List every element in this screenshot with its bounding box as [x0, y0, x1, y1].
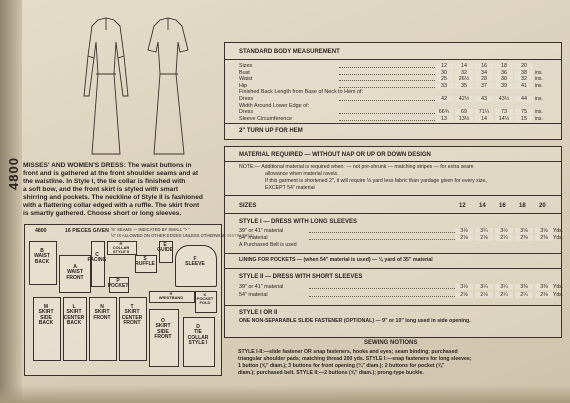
row-value: 2⅛	[475, 235, 493, 241]
dress-back-illustration	[62, 4, 212, 164]
row-label: 54" material	[239, 235, 268, 241]
piece-label: S RUFFLE	[135, 256, 155, 268]
piece-label: A WAIST FRONT	[66, 264, 84, 281]
piece-label: H WRISTBAND	[158, 291, 184, 301]
lining-text: LINING FOR POCKETS — (when 54" material is used) — ⅛ yard of 35" material	[239, 257, 433, 263]
pieces-pattern-number: 4800	[35, 228, 47, 234]
size-header: 14	[479, 203, 486, 209]
row-value: 42	[435, 96, 453, 102]
row-value: 14	[455, 63, 473, 69]
description-line: shirring and pockets. The neckline of Style II is fashioned	[23, 194, 203, 201]
pattern-number-vertical: 4800	[6, 157, 21, 190]
piece-label: M SKIRT SIDE BACK	[38, 304, 54, 326]
description-line: MISSES' AND WOMEN'S DRESS: The waist buttons in	[23, 162, 192, 169]
envelope-shadow-bottom	[0, 385, 570, 403]
row-value: 2¼	[495, 235, 513, 241]
size-header: 16	[499, 203, 506, 209]
row-value: 44	[515, 96, 533, 102]
piece-label: D TIE COLLAR STYLE I	[187, 324, 209, 346]
description-line: is smartly gathered. Choose short or long sleeves.	[23, 210, 182, 217]
sizes-label: SIZES	[239, 203, 257, 209]
row-value: 66¾	[435, 109, 453, 115]
row-label: Bust	[239, 69, 250, 76]
row-value: 42½	[455, 96, 473, 102]
piece-label: N SKIRT FRONT	[93, 304, 111, 321]
row-value: 36	[495, 70, 513, 76]
row-value: 3⅛	[455, 284, 473, 290]
piece-label: B WAIST BACK	[34, 248, 50, 265]
row-value: 3¼	[475, 228, 493, 234]
notions-line: triangular shoulder pads; matching thread 200 yds. STYLE I:—snap fasteners for long sleeves;	[238, 356, 472, 362]
dot-leader	[339, 74, 435, 75]
dot-leader	[339, 113, 435, 114]
row-value: 15	[515, 116, 533, 122]
row-unit: ins.	[535, 109, 543, 116]
table-row	[239, 116, 559, 123]
row-value: 2⅜	[515, 235, 533, 241]
row-value: 18	[495, 63, 513, 69]
row-value: 35	[455, 83, 473, 89]
row-label: 39" or 41" material	[239, 284, 284, 290]
row-value: 39	[495, 83, 513, 89]
dot-leader	[309, 232, 455, 233]
row-value: 38	[515, 70, 533, 76]
sewing-notions	[224, 338, 560, 388]
row-value: 20	[515, 63, 533, 69]
piece-label: R COLLAR STYLE II	[112, 241, 130, 255]
row-unit: ins.	[535, 69, 543, 76]
table-row	[239, 284, 564, 291]
notions-title: SEWING NOTIONS	[364, 340, 418, 346]
row-label: Waist	[239, 76, 253, 83]
fastener-text: ONE NON-SEPARABLE SLIDE FASTENER (OPTIONAL) — 9" or 10" long used in side opening.	[239, 318, 471, 324]
row-value: 75	[515, 109, 533, 115]
row-value: 3⅜	[515, 284, 533, 290]
pieces-count: 16 PIECES GIVEN	[65, 228, 109, 234]
piece-label: E GUIDE	[157, 242, 173, 254]
row-value: 3⅝	[515, 228, 533, 234]
row-value: 73	[495, 109, 513, 115]
seam-allowance-note: ⅝" SEAMS — INDICATED BY SMALL "> "	[111, 227, 190, 232]
row-value: 12	[435, 63, 453, 69]
fastener-title: STYLE I OR II	[239, 310, 278, 316]
dot-leader	[309, 239, 455, 240]
row-value: 3⅝	[535, 228, 553, 234]
notions-line: diam.); purchased belt. STYLE II:—2 buttons (⅝" diam.); prong-type buckle.	[238, 370, 424, 376]
row-value: 32	[515, 76, 533, 82]
row-value: 3⅛	[455, 228, 473, 234]
dot-leader	[309, 288, 455, 289]
row-unit: ins.	[535, 82, 543, 89]
row-label: Sizes	[239, 63, 253, 69]
row-value: 33	[435, 83, 453, 89]
belt-note: A Purchased Belt is used	[239, 242, 297, 248]
row-value: 2⅛	[475, 292, 493, 298]
dot-leader	[339, 87, 435, 88]
row-value: 2¼	[495, 292, 513, 298]
row-value: 14	[475, 116, 493, 122]
row-value: 71¼	[475, 109, 493, 115]
row-value: 2⅝	[455, 292, 473, 298]
row-value: 43½	[495, 96, 513, 102]
material-required-table	[224, 146, 562, 338]
row-value: 14½	[495, 116, 513, 122]
row-value: 26½	[455, 76, 473, 82]
row-unit: ins.	[535, 76, 543, 83]
row-value: 34	[475, 70, 493, 76]
row-value: 16	[475, 63, 493, 69]
row-unit: ins.	[535, 96, 543, 102]
table-row	[239, 292, 564, 299]
dot-leader	[309, 296, 455, 297]
description-line: with a flattering collar edged with a ruffle. The skirt front	[23, 202, 200, 209]
row-value: 2⅛	[455, 235, 473, 241]
body-measurement-table	[224, 42, 562, 140]
material-note-line: EXCEPT 54" material	[265, 185, 315, 191]
description-line: a soft bow, and the front skirt is styled with smart	[23, 186, 179, 193]
piece-label: P POCKET	[107, 278, 129, 290]
style2-title: STYLE II — DRESS WITH SHORT SLEEVES	[239, 274, 363, 280]
measurement-title: STANDARD BODY MEASUREMENT	[239, 49, 340, 55]
material-note-line: NOTE:— Additional material is required when: — not pre-shrunk — matching stripes — for extra seam	[239, 164, 474, 170]
row-value: 43	[475, 96, 493, 102]
dot-leader	[339, 120, 435, 121]
piece-label: F SLEEVE	[185, 256, 205, 268]
dot-leader	[339, 67, 435, 68]
material-title: MATERIAL REQUIRED — WITHOUT NAP OR UP OR DOWN DESIGN	[239, 152, 431, 158]
row-value: 3⅜	[535, 284, 553, 290]
size-header: 20	[539, 203, 546, 209]
row-value: 30	[435, 70, 453, 76]
piece-label: T SKIRT CENTER FRONT	[121, 304, 143, 326]
row-unit: ins.	[535, 115, 543, 122]
envelope-shadow-left	[0, 0, 22, 403]
hem-note: 2" TURN UP FOR HEM	[239, 128, 303, 134]
style1-title: STYLE I — DRESS WITH LONG SLEEVES	[239, 219, 358, 225]
row-value: 30	[495, 76, 513, 82]
row-unit: Yds.	[553, 228, 564, 234]
dot-leader	[339, 80, 435, 81]
row-value: 13½	[455, 116, 473, 122]
row-value: 69	[455, 109, 473, 115]
row-value: 32	[455, 70, 473, 76]
description-line: the waistline. In Style I, the tie collar is finished with	[23, 178, 186, 185]
piece-label: K POCKET FOLD	[196, 292, 214, 306]
table-row	[239, 228, 564, 235]
row-unit: Yds.	[553, 284, 564, 290]
row-label: 39" or 41" material	[239, 228, 284, 234]
row-value: 13	[435, 116, 453, 122]
row-unit: Yds.	[553, 292, 564, 298]
dot-leader	[339, 100, 435, 101]
row-label: 54" material	[239, 292, 268, 298]
row-value: 3½	[495, 228, 513, 234]
row-label: Dress	[239, 96, 254, 102]
row-label: Finished Back Length from Base of Neck to Hem of:	[239, 89, 364, 96]
row-value: 2⅜	[535, 235, 553, 241]
size-header: 12	[459, 203, 466, 209]
row-label: Hip	[239, 82, 248, 89]
row-value: 37	[475, 83, 493, 89]
piece-label: C FACING	[87, 252, 107, 264]
row-label: Sleeve Circumference	[239, 115, 293, 122]
description-line: front and is gathered at the front shoulder seams and at	[23, 170, 199, 177]
piece-c-facing	[91, 241, 105, 287]
row-value: 2¼	[515, 292, 533, 298]
row-unit: Yds.	[553, 235, 564, 241]
piece-label: L SKIRT CENTER BACK	[63, 304, 85, 326]
material-note-line: allowance when material ravels.	[265, 171, 339, 177]
row-label: Width Around Lower Edge of:	[239, 102, 310, 109]
notions-line: 1 button (⅝" diam.); 3 buttons for front opening (¾" diam.); 2 buttons for pocket (⅝"	[238, 363, 445, 369]
seam-allowance-note: ½" IS ALLOWED ON OTHER EDGES UNLESS OTHERWISE INSTRUCTED	[111, 233, 255, 238]
row-value: 3¼	[475, 284, 493, 290]
table-row	[239, 235, 564, 242]
row-label: Dress	[239, 109, 254, 116]
row-value: 25	[435, 76, 453, 82]
notions-line: STYLE I-II:—slide fastener OR snap fasteners, hooks and eyes; seam binding; purchased	[238, 349, 458, 355]
material-note-line: If this garment is shortened 2", it will require ⅛ yard less fabric than yardage given for every size,	[265, 178, 487, 184]
row-value: 41	[515, 83, 533, 89]
row-value: 3¼	[495, 284, 513, 290]
size-header: 18	[519, 203, 526, 209]
row-value: 28	[475, 76, 493, 82]
piece-label: O SKIRT SIDE FRONT	[154, 318, 172, 340]
row-value: 2⅜	[535, 292, 553, 298]
